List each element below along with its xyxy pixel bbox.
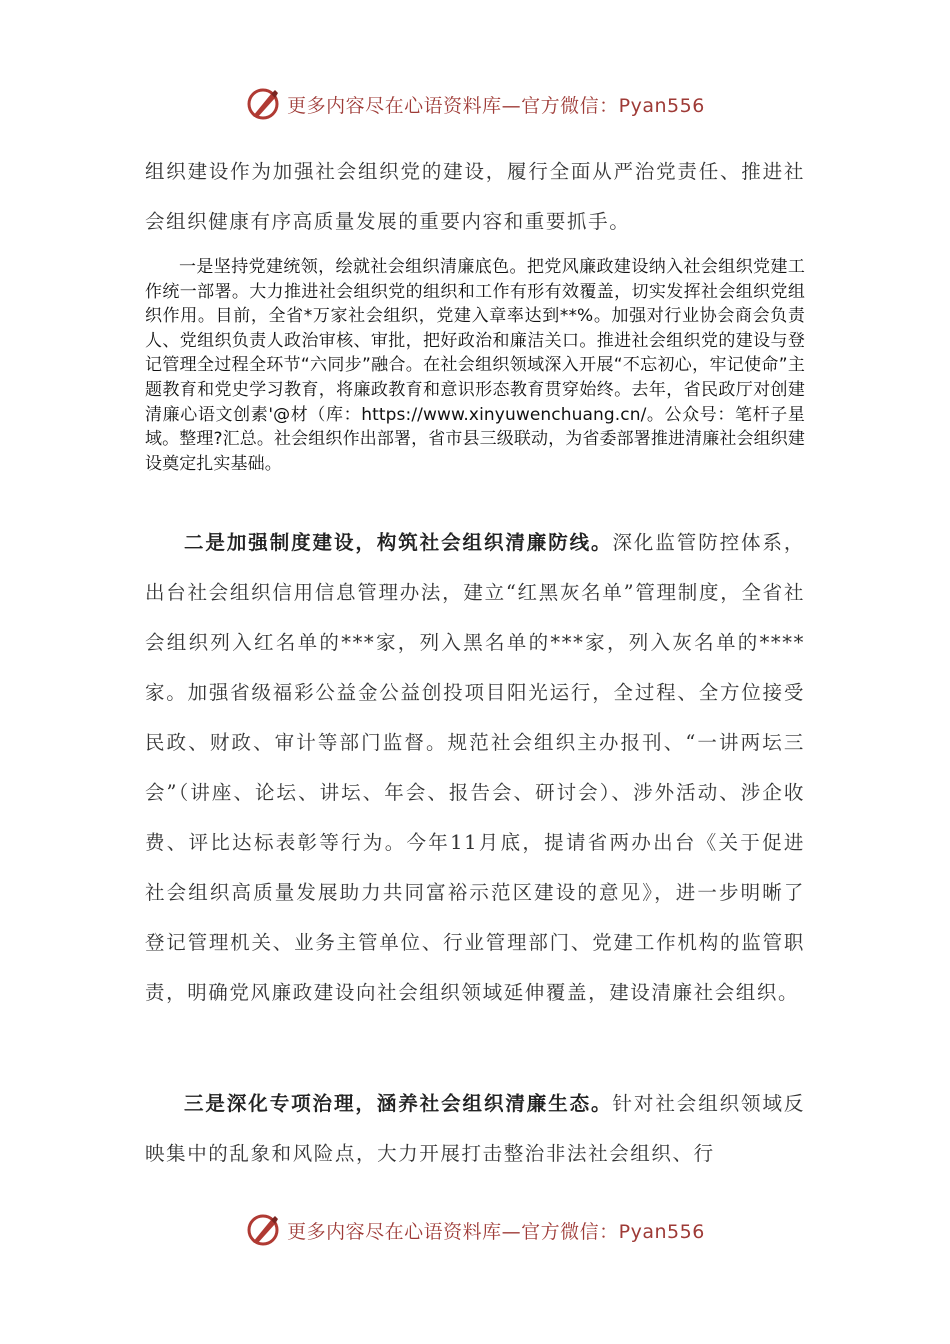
body-text: 二是加强制度建设，构筑社会组织清廉防线。深化监管防控体系，出台社会组织信用信息管理办法，建立“红黑灰名单”管理制度，全省社会组织列入红名单的***家，列入黑名单的***家，列入灰名单的****家。加强省级福彩公益金公益创投项目阳光运行，全过程、全方位接受民政、财政、审计等部门监督。规范社会组织主办报刊、“一讲两坛三会”（讲座、论坛、讲坛、年会、报告会、研讨会）、涉外活动、涉企收费、评比达标表彰等行为。今年11月底，提请省两办出台《关于促进社会组织高质量发展助力共同富裕示范区建设的意见》，进一步明晰了登记管理机关、业务主管单位、行业管理部门、党建工作机构的监管职责，明确党风廉政建设向社会组织领域延伸覆盖，建设清廉社会组织。 [145,531,805,1004]
pen-circle-logo-icon [245,86,281,122]
wechat-id: Pyan556 [618,1220,705,1243]
footer-banner [0,1210,950,1250]
body-text: 一是坚持党建统领，绘就社会组织清廉底色。把党风廉政建设纳入社会组织党建工作统一部署。大力推进社会组织党的组织和工作有形有效覆盖，切实发挥社会组织党组织作用。目前，全省*万家社会组织，党建入章率达到**%。加强对行业协会商会负责人、党组织负责人政治审核、审批，把好政治和廉洁关口。推进社会组织党的建设与登记管理全过程全环节“六同步”融合。在社会组织领域深入开展“不忘初心，牢记使命”主题教育和党史学习教育，将廉政教育和意识形态教育贯穿始终。去年，省民政厅对创建清廉心语文创素'@材（库：https://www.xinyuwenchuang.cn/。公众号：笔杆子星域。整理?汇总。社会组织作出部署，省市县三级联动，为省委部署推进清廉社会组织建设奠定扎实基础。 [145,257,805,474]
banner-text: 更多内容尽在心语资料库—官方微信：Pyan556 [287,1220,705,1243]
paragraph-continuation [145,147,805,247]
paragraph-two [145,518,805,1018]
body-text: 三是深化专项治理，涵养社会组织清廉生态。针对社会组织领域反映集中的乱象和风险点，大力开展打击整治非法社会组织、行 [145,1092,805,1165]
header-banner [0,84,950,124]
paragraph-three [145,1079,805,1179]
section-heading: 二是加强制度建设，构筑社会组织清廉防线。 [184,531,613,554]
paragraph-one [145,255,805,476]
banner-text: 更多内容尽在心语资料库—官方微信：Pyan556 [287,94,705,117]
section-heading: 三是深化专项治理，涵养社会组织清廉生态。 [184,1092,613,1115]
wechat-id: Pyan556 [618,94,705,117]
body-text: 组织建设作为加强社会组织党的建设，履行全面从严治党责任、推进社会组织健康有序高质量发展的重要内容和重要抓手。 [145,160,805,233]
pen-circle-logo-icon [245,1212,281,1248]
